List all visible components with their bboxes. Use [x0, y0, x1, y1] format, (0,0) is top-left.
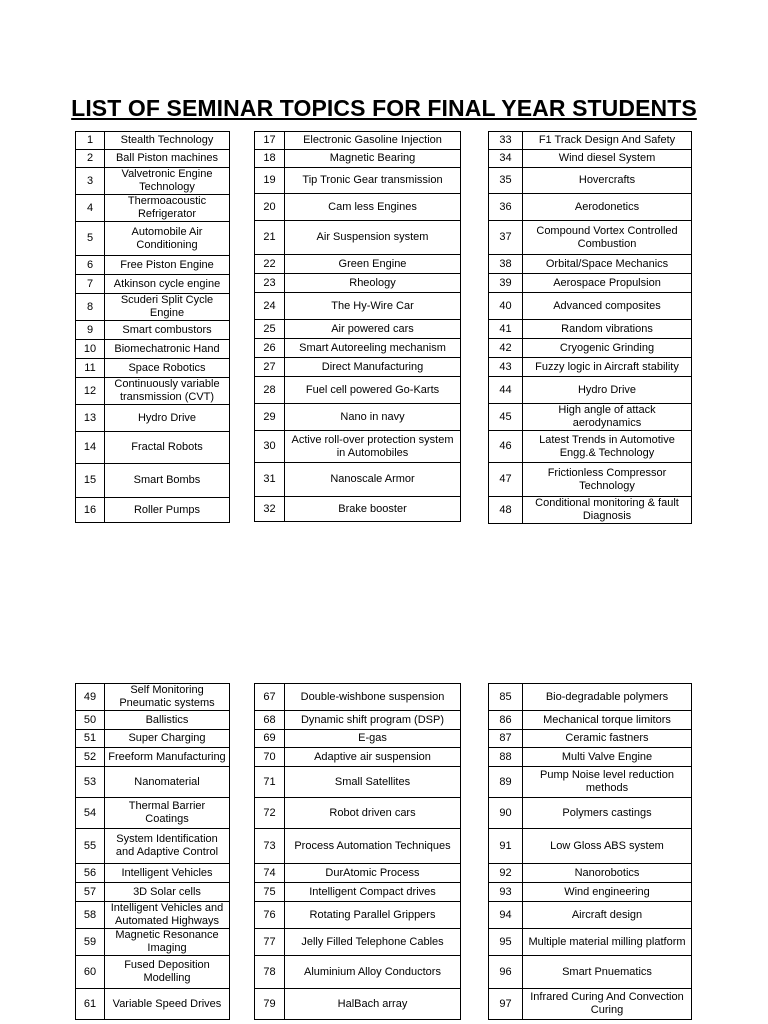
topic-row: [255, 864, 461, 883]
topic-row: [76, 684, 230, 711]
topic-row: [255, 767, 461, 798]
topic-number: 31: [255, 463, 285, 497]
topic-row: [489, 132, 692, 150]
topic-row: [76, 321, 230, 340]
topic-title: Smart Autoreeling mechanism: [285, 339, 461, 358]
topic-number: 19: [255, 168, 285, 194]
topic-number: 89: [489, 767, 523, 798]
topic-row: [489, 864, 692, 883]
topic-row: [489, 168, 692, 194]
topic-title: Bio-degradable polymers: [523, 684, 692, 711]
topic-title: Process Automation Techniques: [285, 829, 461, 864]
topic-row: [255, 883, 461, 902]
topic-number: 32: [255, 497, 285, 522]
topic-row: [255, 497, 461, 522]
topic-number: 91: [489, 829, 523, 864]
topic-title: DurAtomic Process: [285, 864, 461, 883]
topic-title: Double-wishbone suspension: [285, 684, 461, 711]
topic-title: Scuderi Split Cycle Engine: [105, 294, 230, 321]
topic-title: Biomechatronic Hand: [105, 340, 230, 359]
topic-row: [76, 222, 230, 256]
topics-table-49-61: [75, 683, 230, 1020]
topic-number: 23: [255, 274, 285, 293]
topic-row: [255, 168, 461, 194]
topic-title: Intelligent Vehicles: [105, 864, 230, 883]
topic-number: 93: [489, 883, 523, 902]
topic-number: 15: [76, 464, 105, 498]
topic-row: [255, 929, 461, 956]
topic-title: Aerodonetics: [523, 194, 692, 221]
topic-row: [489, 684, 692, 711]
topic-row: [76, 275, 230, 294]
topic-row: [76, 798, 230, 829]
topic-number: 39: [489, 274, 523, 293]
topic-row: [76, 464, 230, 498]
topic-number: 53: [76, 767, 105, 798]
topic-row: [76, 730, 230, 748]
topic-title: Magnetic Bearing: [285, 150, 461, 168]
topic-number: 54: [76, 798, 105, 829]
topic-title: Intelligent Vehicles and Automated Highways: [105, 902, 230, 929]
topic-title: Fractal Robots: [105, 432, 230, 464]
topic-number: 87: [489, 730, 523, 748]
topic-number: 60: [76, 956, 105, 989]
topic-row: [255, 902, 461, 929]
topic-number: 12: [76, 378, 105, 405]
topic-number: 72: [255, 798, 285, 829]
topic-title: Aluminium Alloy Conductors: [285, 956, 461, 989]
topic-number: 51: [76, 730, 105, 748]
topic-title: Super Charging: [105, 730, 230, 748]
topic-row: [255, 956, 461, 989]
topic-row: [76, 132, 230, 150]
topic-number: 2: [76, 150, 105, 168]
topic-row: [489, 730, 692, 748]
topics-table-67-79: [254, 683, 461, 1020]
topic-row: [255, 194, 461, 221]
topic-number: 9: [76, 321, 105, 340]
topic-number: 77: [255, 929, 285, 956]
topic-number: 43: [489, 358, 523, 377]
topic-row: [489, 274, 692, 293]
topic-title: Cam less Engines: [285, 194, 461, 221]
topic-title: High angle of attack aerodynamics: [523, 404, 692, 431]
topic-row: [255, 829, 461, 864]
topic-title: Thermal Barrier Coatings: [105, 798, 230, 829]
topic-row: [76, 340, 230, 359]
topic-number: 14: [76, 432, 105, 464]
topic-title: Stealth Technology: [105, 132, 230, 150]
topic-row: [255, 293, 461, 320]
topic-title: Frictionless Compressor Technology: [523, 463, 692, 497]
topic-number: 95: [489, 929, 523, 956]
topic-title: Freeform Manufacturing: [105, 748, 230, 767]
topic-number: 21: [255, 221, 285, 255]
topics-table-85-97: [488, 683, 692, 1020]
topic-number: 22: [255, 255, 285, 274]
topic-row: [76, 902, 230, 929]
topic-row: [489, 829, 692, 864]
topic-number: 61: [76, 989, 105, 1020]
topic-number: 52: [76, 748, 105, 767]
topic-number: 38: [489, 255, 523, 274]
topic-row: [255, 730, 461, 748]
topic-number: 41: [489, 320, 523, 339]
topic-row: [255, 798, 461, 829]
topic-row: [489, 883, 692, 902]
topic-number: 18: [255, 150, 285, 168]
topic-title: Fused Deposition Modelling: [105, 956, 230, 989]
topic-title: Low Gloss ABS system: [523, 829, 692, 864]
topic-number: 68: [255, 711, 285, 730]
topic-title: Nanomaterial: [105, 767, 230, 798]
topic-title: Active roll-over protection system in Automobiles: [285, 431, 461, 463]
topic-row: [489, 767, 692, 798]
topic-row: [255, 404, 461, 431]
topics-table-1-17: [75, 131, 230, 523]
topic-title: Multi Valve Engine: [523, 748, 692, 767]
topic-number: 40: [489, 293, 523, 320]
topic-title: Hovercrafts: [523, 168, 692, 194]
topic-title: Mechanical torque limitors: [523, 711, 692, 730]
topic-row: [76, 432, 230, 464]
topic-title: HalBach array: [285, 989, 461, 1020]
topic-title: Jelly Filled Telephone Cables: [285, 929, 461, 956]
topic-title: Wind diesel System: [523, 150, 692, 168]
topic-title: Nano in navy: [285, 404, 461, 431]
topic-number: 76: [255, 902, 285, 929]
topic-row: [489, 150, 692, 168]
topic-row: [255, 748, 461, 767]
topic-row: [255, 274, 461, 293]
topic-number: 92: [489, 864, 523, 883]
topic-row: [76, 767, 230, 798]
topic-row: [489, 339, 692, 358]
topic-row: [76, 359, 230, 378]
topic-number: 6: [76, 256, 105, 275]
topic-title: Advanced composites: [523, 293, 692, 320]
topic-number: 46: [489, 431, 523, 463]
topic-number: 1: [76, 132, 105, 150]
topic-row: [76, 883, 230, 902]
topic-title: Rotating Parallel Grippers: [285, 902, 461, 929]
topic-title: Variable Speed Drives: [105, 989, 230, 1020]
topic-row: [489, 221, 692, 255]
page-title: LIST OF SEMINAR TOPICS FOR FINAL YEAR STUDENTS: [71, 95, 697, 121]
topic-number: 30: [255, 431, 285, 463]
topic-number: 34: [489, 150, 523, 168]
topic-number: 29: [255, 404, 285, 431]
topic-number: 3: [76, 168, 105, 195]
topic-title: Brake booster: [285, 497, 461, 522]
topic-title: Dynamic shift program (DSP): [285, 711, 461, 730]
topic-number: 26: [255, 339, 285, 358]
topic-row: [255, 431, 461, 463]
topic-title: Adaptive air suspension: [285, 748, 461, 767]
topic-row: [76, 498, 230, 523]
topic-row: [489, 358, 692, 377]
topic-title: Nanoscale Armor: [285, 463, 461, 497]
topic-number: 96: [489, 956, 523, 989]
topic-row: [489, 711, 692, 730]
topic-row: [489, 902, 692, 929]
topic-number: 17: [255, 132, 285, 150]
topic-title: Pump Noise level reduction methods: [523, 767, 692, 798]
topic-title: Multiple material milling platform: [523, 929, 692, 956]
topic-number: 33: [489, 132, 523, 150]
topic-row: [489, 431, 692, 463]
topic-title: Magnetic Resonance Imaging: [105, 929, 230, 956]
topic-row: [76, 711, 230, 730]
topic-title: 3D Solar cells: [105, 883, 230, 902]
topic-row: [76, 405, 230, 432]
topic-row: [76, 256, 230, 275]
topic-title: Ball Piston machines: [105, 150, 230, 168]
topic-title: Cryogenic Grinding: [523, 339, 692, 358]
topic-row: [76, 864, 230, 883]
topic-number: 79: [255, 989, 285, 1020]
topic-row: [76, 829, 230, 864]
topic-number: 42: [489, 339, 523, 358]
topic-row: [255, 711, 461, 730]
topic-title: Compound Vortex Controlled Combustion: [523, 221, 692, 255]
topic-number: 74: [255, 864, 285, 883]
topic-number: 25: [255, 320, 285, 339]
topic-title: Small Satellites: [285, 767, 461, 798]
topic-title: Self Monitoring Pneumatic systems: [105, 684, 230, 711]
topic-number: 13: [76, 405, 105, 432]
topic-number: 5: [76, 222, 105, 256]
topic-number: 56: [76, 864, 105, 883]
topic-title: Smart combustors: [105, 321, 230, 340]
topic-number: 59: [76, 929, 105, 956]
topic-row: [255, 358, 461, 377]
topic-title: Tip Tronic Gear transmission: [285, 168, 461, 194]
topic-title: Orbital/Space Mechanics: [523, 255, 692, 274]
topic-number: 24: [255, 293, 285, 320]
topic-number: 90: [489, 798, 523, 829]
topic-title: The Hy-Wire Car: [285, 293, 461, 320]
topic-row: [76, 294, 230, 321]
topic-row: [489, 293, 692, 320]
topic-title: Robot driven cars: [285, 798, 461, 829]
topic-number: 57: [76, 883, 105, 902]
topic-row: [255, 463, 461, 497]
topic-row: [489, 463, 692, 497]
topic-number: 48: [489, 497, 523, 524]
topic-row: [76, 989, 230, 1020]
topic-row: [255, 339, 461, 358]
topic-number: 50: [76, 711, 105, 730]
topic-number: 88: [489, 748, 523, 767]
topic-title: Aircraft design: [523, 902, 692, 929]
topic-number: 37: [489, 221, 523, 255]
topic-row: [489, 497, 692, 524]
topic-title: Green Engine: [285, 255, 461, 274]
topics-table-17-32: [254, 131, 461, 522]
topic-number: 36: [489, 194, 523, 221]
topic-title: Fuel cell powered Go-Karts: [285, 377, 461, 404]
topic-title: Atkinson cycle engine: [105, 275, 230, 294]
topic-row: [489, 956, 692, 989]
topic-row: [489, 748, 692, 767]
topic-row: [255, 221, 461, 255]
topic-row: [255, 684, 461, 711]
topic-title: Hydro Drive: [105, 405, 230, 432]
topic-title: Roller Pumps: [105, 498, 230, 523]
topic-row: [255, 320, 461, 339]
topic-number: 78: [255, 956, 285, 989]
topic-title: Polymers castings: [523, 798, 692, 829]
topic-number: 67: [255, 684, 285, 711]
topic-title: Smart Pnuematics: [523, 956, 692, 989]
topic-title: Conditional monitoring & fault Diagnosis: [523, 497, 692, 524]
topic-number: 10: [76, 340, 105, 359]
topic-row: [76, 929, 230, 956]
topic-title: Random vibrations: [523, 320, 692, 339]
topic-title: Infrared Curing And Convection Curing: [523, 989, 692, 1020]
topic-title: Ceramic fastners: [523, 730, 692, 748]
topic-row: [489, 404, 692, 431]
topic-title: F1 Track Design And Safety: [523, 132, 692, 150]
topic-title: Nanorobotics: [523, 864, 692, 883]
topic-title: System Identification and Adaptive Control: [105, 829, 230, 864]
topic-row: [76, 378, 230, 405]
topic-row: [76, 168, 230, 195]
topic-title: Air Suspension system: [285, 221, 461, 255]
topic-row: [76, 748, 230, 767]
topic-title: Wind engineering: [523, 883, 692, 902]
topic-number: 44: [489, 377, 523, 404]
topic-title: Automobile Air Conditioning: [105, 222, 230, 256]
topic-row: [489, 194, 692, 221]
topic-title: Air powered cars: [285, 320, 461, 339]
topic-title: Rheology: [285, 274, 461, 293]
topic-row: [255, 255, 461, 274]
topic-number: 86: [489, 711, 523, 730]
topic-row: [255, 132, 461, 150]
topic-number: 35: [489, 168, 523, 194]
topic-number: 47: [489, 463, 523, 497]
topic-title: Continuously variable transmission (CVT): [105, 378, 230, 405]
topic-title: Valvetronic Engine Technology: [105, 168, 230, 195]
topic-number: 85: [489, 684, 523, 711]
topic-number: 75: [255, 883, 285, 902]
topic-number: 97: [489, 989, 523, 1020]
topic-number: 58: [76, 902, 105, 929]
topic-number: 55: [76, 829, 105, 864]
topic-row: [255, 150, 461, 168]
topic-number: 71: [255, 767, 285, 798]
topic-row: [255, 989, 461, 1020]
topic-row: [76, 956, 230, 989]
topic-number: 4: [76, 195, 105, 222]
topic-number: 7: [76, 275, 105, 294]
topic-row: [489, 989, 692, 1020]
topic-title: Ballistics: [105, 711, 230, 730]
topic-title: Space Robotics: [105, 359, 230, 378]
topic-number: 20: [255, 194, 285, 221]
topic-number: 28: [255, 377, 285, 404]
topic-number: 49: [76, 684, 105, 711]
topic-row: [76, 150, 230, 168]
topic-number: 73: [255, 829, 285, 864]
topic-row: [489, 377, 692, 404]
topic-number: 16: [76, 498, 105, 523]
topic-row: [489, 320, 692, 339]
topic-title: Aerospace Propulsion: [523, 274, 692, 293]
topic-title: Latest Trends in Automotive Engg.& Technology: [523, 431, 692, 463]
topic-title: Free Piston Engine: [105, 256, 230, 275]
topic-number: 94: [489, 902, 523, 929]
topic-title: E-gas: [285, 730, 461, 748]
topic-title: Thermoacoustic Refrigerator: [105, 195, 230, 222]
topic-row: [76, 195, 230, 222]
topic-title: Direct Manufacturing: [285, 358, 461, 377]
topic-row: [489, 929, 692, 956]
topic-number: 8: [76, 294, 105, 321]
topic-number: 69: [255, 730, 285, 748]
topic-number: 45: [489, 404, 523, 431]
topic-row: [489, 255, 692, 274]
topic-title: Smart Bombs: [105, 464, 230, 498]
topic-title: Electronic Gasoline Injection: [285, 132, 461, 150]
topic-number: 11: [76, 359, 105, 378]
topic-title: Intelligent Compact drives: [285, 883, 461, 902]
topic-number: 27: [255, 358, 285, 377]
topic-row: [255, 377, 461, 404]
topics-table-33-48: [488, 131, 692, 524]
topic-row: [489, 798, 692, 829]
topic-title: Fuzzy logic in Aircraft stability: [523, 358, 692, 377]
topic-title: Hydro Drive: [523, 377, 692, 404]
topic-number: 70: [255, 748, 285, 767]
